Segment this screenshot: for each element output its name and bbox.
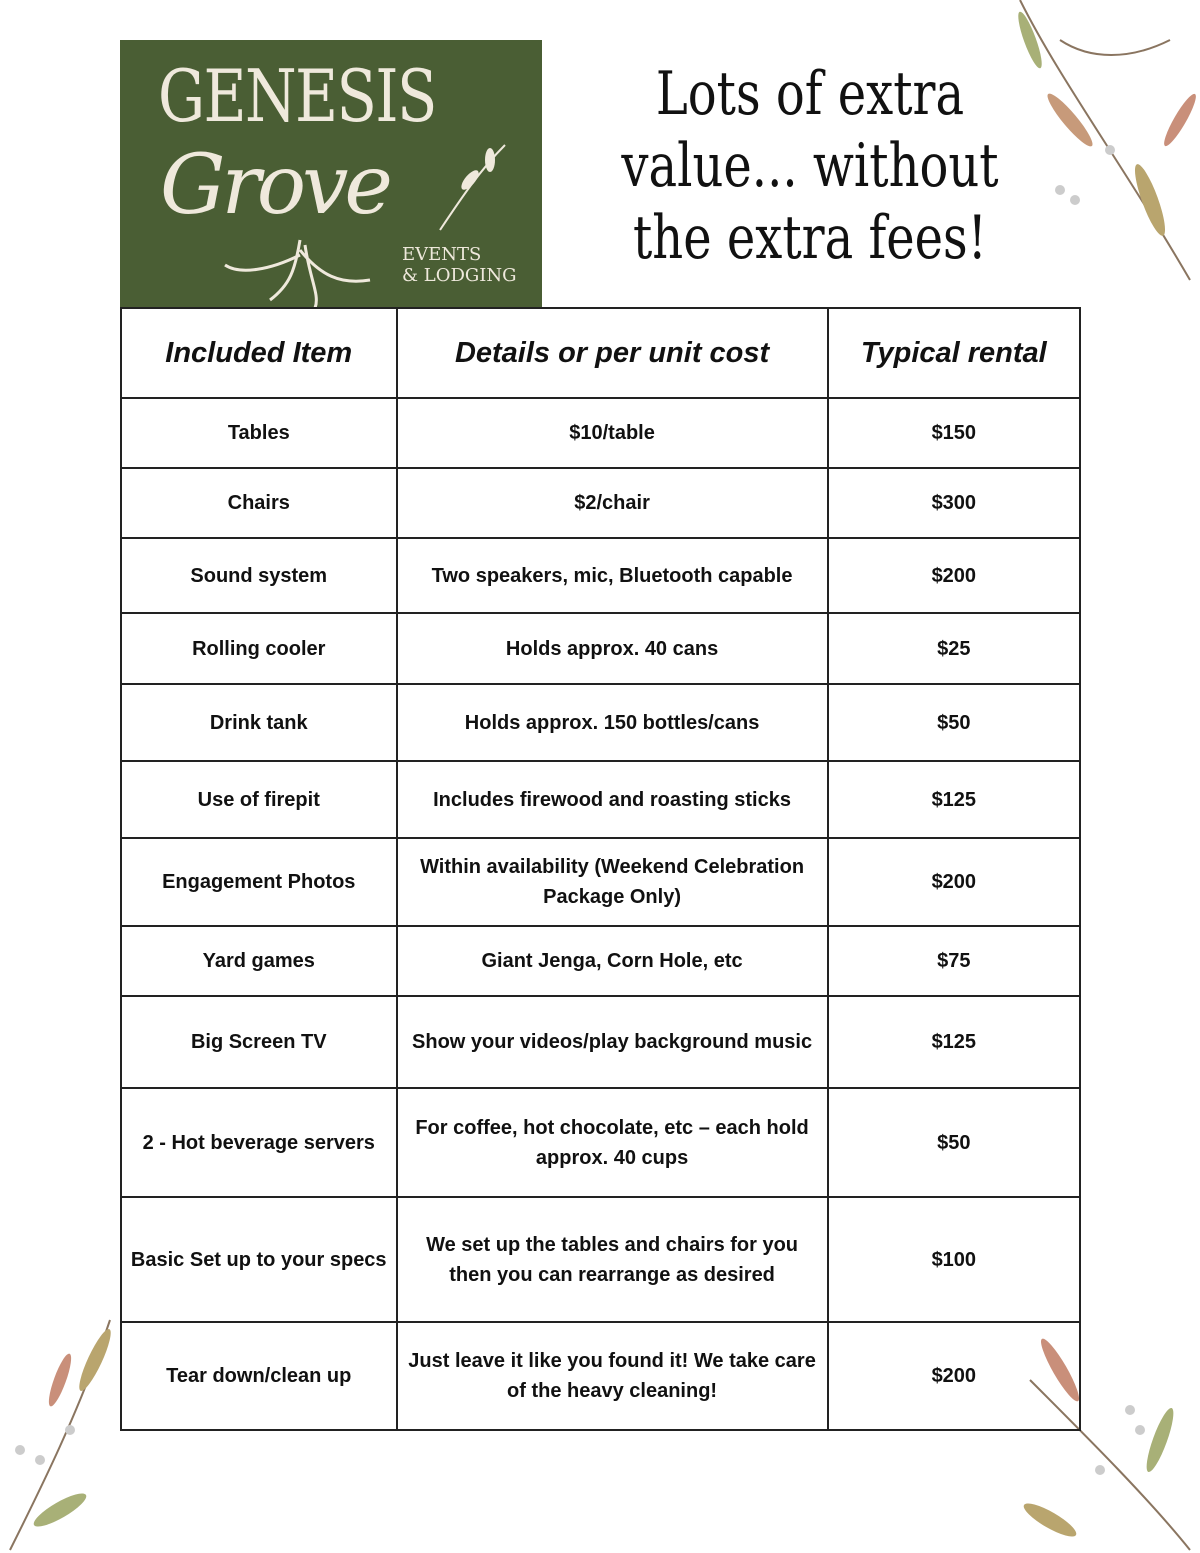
cell-item: Tables [121,398,397,468]
table-row [121,1088,1080,1197]
cell-price: $125 [828,996,1080,1088]
cell-price: $150 [828,398,1080,468]
cell-details: Just leave it like you found it! We take care of the heavy cleaning! [397,1322,828,1430]
cell-price: $200 [828,538,1080,613]
cell-details: Giant Jenga, Corn Hole, etc [397,926,828,996]
cell-price: $25 [828,613,1080,684]
cell-item: Yard games [121,926,397,996]
logo-events: EVENTS [402,244,482,265]
headline-line: the extra fees! [633,203,987,273]
cell-details: $2/chair [397,468,828,538]
table-row [121,538,1080,613]
cell-item: Tear down/clean up [121,1322,397,1430]
headline-line: Lots of extra [655,59,965,129]
cell-item: Engagement Photos [121,838,397,926]
cell-details: Show your videos/play background music [397,996,828,1088]
cell-price: $50 [828,684,1080,761]
cell-price: $50 [828,1088,1080,1197]
cell-item: Chairs [121,468,397,538]
cell-price: $200 [828,838,1080,926]
cell-details: Holds approx. 150 bottles/cans [397,684,828,761]
cell-item: Use of firepit [121,761,397,838]
cell-price: $300 [828,468,1080,538]
cell-item: Big Screen TV [121,996,397,1088]
genesis-grove-logo [120,40,542,308]
cell-item: 2 - Hot beverage servers [121,1088,397,1197]
logo-grove: Grove [160,138,389,233]
cell-price: $125 [828,761,1080,838]
included-items-table [120,307,1081,1431]
logo-lodging: & LODGING [402,265,517,286]
table-header-row [121,308,1080,398]
table-row [121,996,1080,1088]
cell-details: For coffee, hot chocolate, etc – each hold approx. 40 cups [397,1088,828,1197]
cell-item: Drink tank [121,684,397,761]
cell-price: $100 [828,1197,1080,1322]
eucalyptus-decoration-bottom-left [0,1310,140,1553]
logo-genesis: GENESIS [158,54,436,138]
cell-item: Rolling cooler [121,613,397,684]
table-row [121,761,1080,838]
header-typical-rental: Typical rental [828,308,1080,398]
table-row [121,398,1080,468]
headline-line: value... without [621,131,999,201]
header-details: Details or per unit cost [397,308,828,398]
cell-details: Includes firewood and roasting sticks [397,761,828,838]
cell-item: Sound system [121,538,397,613]
cell-details: $10/table [397,398,828,468]
cell-price: $200 [828,1322,1080,1430]
cell-details: Holds approx. 40 cans [397,613,828,684]
table-row [121,684,1080,761]
table-row [121,613,1080,684]
table-row [121,838,1080,926]
header-included-item: Included Item [121,308,397,398]
table-row [121,468,1080,538]
table-row [121,926,1080,996]
logo-subtitle [402,244,517,286]
cell-details: Two speakers, mic, Bluetooth capable [397,538,828,613]
table-row [121,1197,1080,1322]
headline [550,58,1070,274]
cell-item: Basic Set up to your specs [121,1197,397,1322]
cell-details: We set up the tables and chairs for you then you can rearrange as desired [397,1197,828,1322]
cell-price: $75 [828,926,1080,996]
table-row [121,1322,1080,1430]
cell-details: Within availability (Weekend Celebration Package Only) [397,838,828,926]
